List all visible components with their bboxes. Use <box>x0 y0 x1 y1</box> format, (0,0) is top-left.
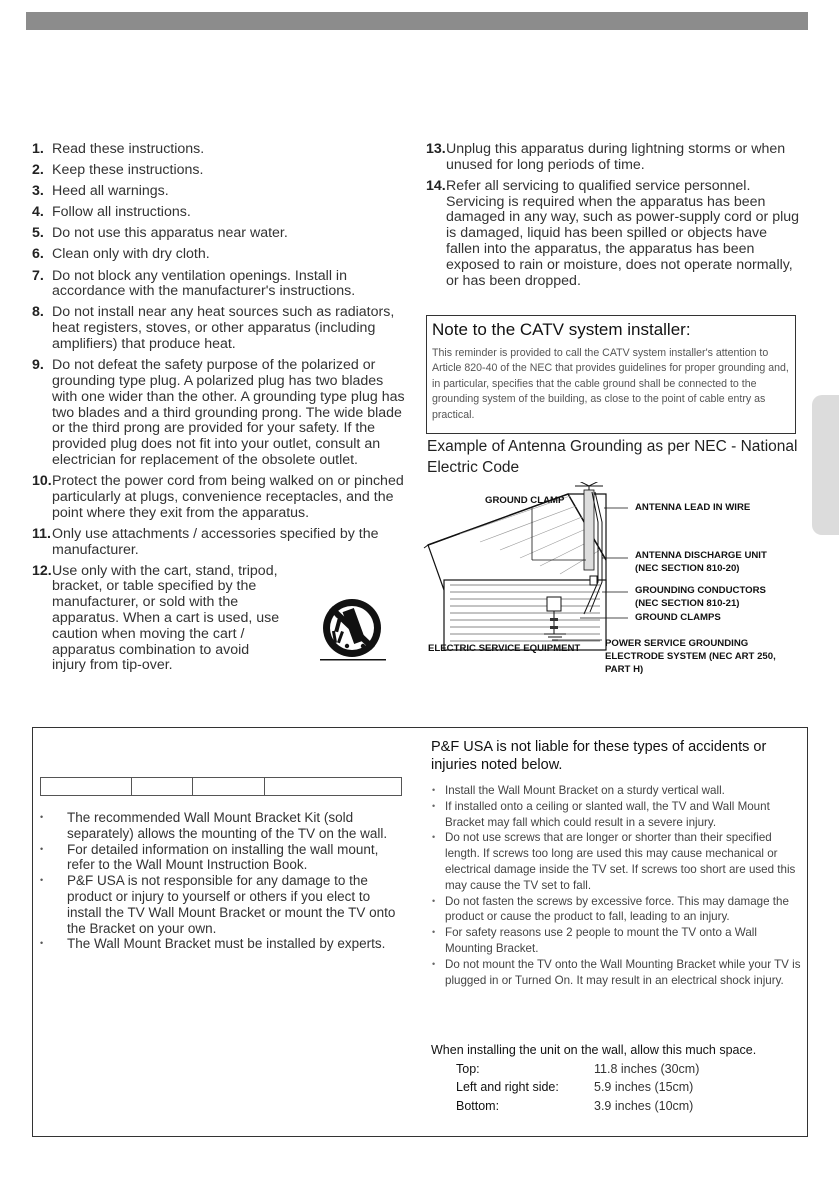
list-item: • Do not fasten the screws by excessive force. This may damage the product or cause the product to fall, leading to an injury. <box>431 894 801 926</box>
wall-mount-notes <box>38 810 400 952</box>
safety-instructions-right <box>426 142 804 295</box>
liability-heading: P&F USA is not liable for these types of accidents or injuries noted below. <box>431 739 767 773</box>
catv-note-box <box>426 315 796 434</box>
space-heading: When installing the unit on the wall, allow this much space. <box>431 1043 757 1057</box>
label-discharge-unit-section: (NEC SECTION 810-20) <box>635 563 740 574</box>
instruction-item: 9. Do not defeat the safety purpose of the polarized or grounding type plug. A polarized plug has two blades with one wider than the other. A grounding type plug has two blades and a third grounding prong. The wide blade or the third prong are provided for your safety. If the provided plug does not fit into your outlet, consult an electrician for replacement of the obsolete outlet. <box>32 357 405 468</box>
label-grounding-conductors: GROUNDING CONDUCTORS <box>635 585 766 596</box>
instruction-item: 10. Protect the power cord from being walked on or pinched particularly at plugs, convenience receptacles, and the point where they exit from the apparatus. <box>32 473 404 521</box>
list-item: • Do not use screws that are longer or shorter than their specified length. If screws too long are used this may cause mechanical or electrical damage inside the TV set. If screws too short are used this may cause the TV set to fall. <box>431 830 801 893</box>
header-bar <box>26 12 808 30</box>
space-label: Top: <box>456 1062 480 1076</box>
space-label: Bottom: <box>456 1099 500 1113</box>
catv-note-title: Note to the CATV system installer: <box>432 320 691 339</box>
list-item: • The Wall Mount Bracket must be installed by experts. <box>38 936 400 952</box>
instruction-item: 12. Use only with the cart, stand, tripod, bracket, or table specified by the manufacturer, or sold with the apparatus. When a cart is used, use caution when moving the cart / apparatus combination to avoid injury from tip-over. <box>32 562 280 674</box>
list-item: • Do not mount the TV onto the Wall Mounting Bracket while your TV is plugged in or Turned On. It may result in an electrical shock injury. <box>431 957 801 989</box>
instruction-item: 14. Refer all servicing to qualified service personnel. Servicing is required when the apparatus has been damaged in any way, such as power-supply cord or plug is damaged, liquid has been spilled or objects have fallen into the apparatus, the apparatus has been exposed to rain or moisture, does not operate normally, or has been dropped. <box>426 177 800 289</box>
list-item: • Install the Wall Mount Bracket on a sturdy vertical wall. <box>431 783 801 799</box>
instruction-item: 3. Heed all warnings. <box>32 183 169 200</box>
label-power-service: POWER SERVICE GROUNDING <box>605 638 749 649</box>
liability-list <box>431 783 801 988</box>
instruction-item: 11. Only use attachments / accessories specified by the manufacturer. <box>32 525 379 558</box>
label-power-service-part: PART H) <box>605 664 644 675</box>
space-value: 5.9 inches (15cm) <box>594 1080 694 1094</box>
instruction-item: 4. Follow all instructions. <box>32 204 191 221</box>
list-item: • The recommended Wall Mount Bracket Kit (sold separately) allows the mounting of the TV on the wall. <box>38 810 400 842</box>
list-item: • If installed onto a ceiling or slanted wall, the TV and Wall Mount Bracket may fall which could result in a severe injury. <box>431 799 801 831</box>
instruction-item: 7. Do not block any ventilation openings. Install in accordance with the manufacturer's instructions. <box>32 267 356 300</box>
space-row-bottom <box>456 1099 694 1113</box>
instruction-item: 1. Read these instructions. <box>32 141 205 157</box>
wall-mount-spec-table <box>40 777 402 796</box>
label-discharge-unit: ANTENNA DISCHARGE UNIT <box>635 550 767 561</box>
table-cell <box>132 778 194 795</box>
list-item: • P&F USA is not responsible for any damage to the product or injury to yourself or others if you elect to install the TV Wall Mount Bracket or mount the TV onto the Bracket on your own. <box>38 873 400 936</box>
space-value: 11.8 inches (30cm) <box>594 1062 700 1076</box>
space-row-top <box>456 1062 700 1076</box>
list-item: • For detailed information on installing the wall mount, refer to the Wall Mount Instruction Book. <box>38 842 400 874</box>
table-cell <box>193 778 265 795</box>
space-value: 3.9 inches (10cm) <box>594 1099 694 1113</box>
instruction-item: 6. Clean only with dry cloth. <box>32 246 210 263</box>
list-item: • For safety reasons use 2 people to mount the TV onto a Wall Mounting Bracket. <box>431 925 801 957</box>
instruction-item: 13. Unplug this apparatus during lightning storms or when unused for long periods of time. <box>426 141 786 173</box>
space-row-sides <box>456 1080 694 1094</box>
label-power-service-electrode: ELECTRODE SYSTEM (NEC ART 250, <box>605 651 776 662</box>
instruction-item: 5. Do not use this apparatus near water. <box>32 225 288 242</box>
label-ground-clamp: GROUND CLAMP <box>485 495 565 506</box>
cart-tip-over-warning-icon <box>318 596 390 666</box>
instruction-item: 8. Do not install near any heat sources such as radiators, heat registers, stoves, or other apparatus (including amplifiers) that produce heat. <box>32 304 395 353</box>
antenna-grounding-heading: Example of Antenna Grounding as per NEC - National Electric Code <box>427 438 798 476</box>
catv-note-body: This reminder is provided to call the CATV system installer's attention to Article 820-40 of the NEC that provides guidelines for proper grounding and, in particular, specifies that the cable ground shall be connected to the grounding system of the building, as close to the point of cable entry as practical. <box>432 347 789 421</box>
table-cell <box>41 778 132 795</box>
space-label: Left and right side: <box>456 1080 559 1094</box>
label-electric-service: ELECTRIC SERVICE EQUIPMENT <box>428 643 581 654</box>
instruction-item: 2. Keep these instructions. <box>32 162 204 179</box>
label-grounding-conductors-section: (NEC SECTION 810-21) <box>635 598 740 609</box>
label-ground-clamps: GROUND CLAMPS <box>635 612 721 623</box>
label-antenna-lead: ANTENNA LEAD IN WIRE <box>635 502 751 513</box>
table-cell <box>265 778 401 795</box>
